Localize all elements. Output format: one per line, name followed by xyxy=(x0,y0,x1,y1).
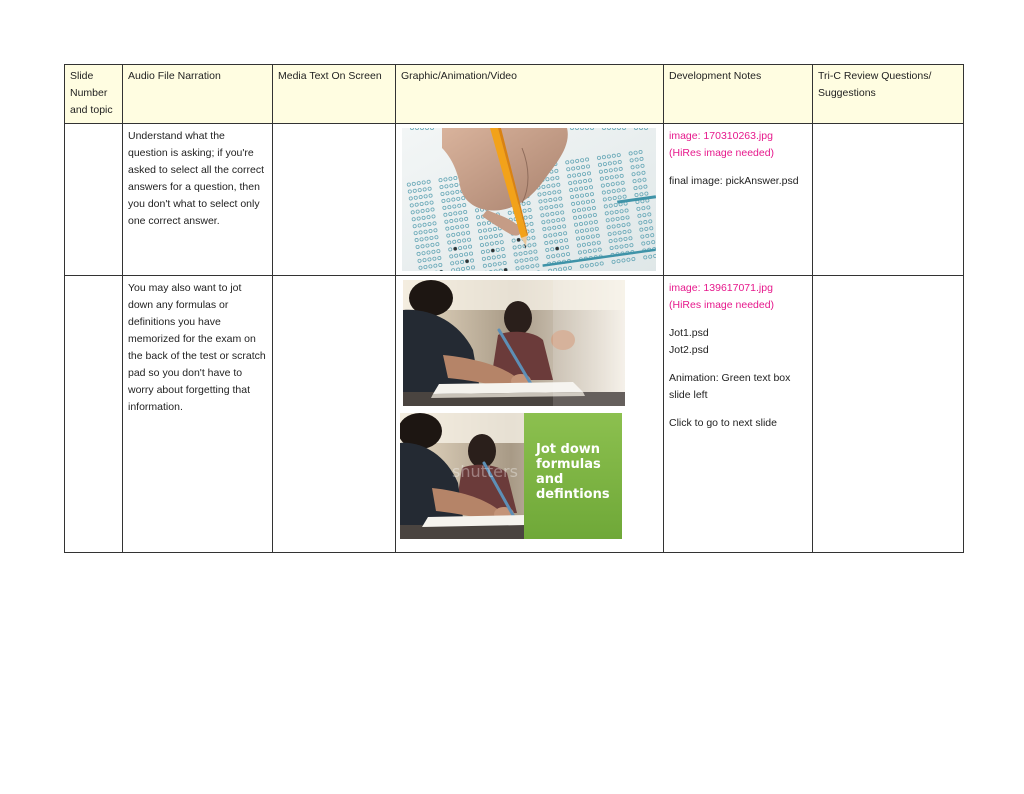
graphic-cell xyxy=(396,124,664,276)
student-writing-image xyxy=(403,280,625,406)
overlay-line-2: formulas xyxy=(536,457,601,472)
header-media-text: Media Text On Screen xyxy=(273,65,396,124)
psd-file-1: Jot1.psd xyxy=(669,327,709,339)
psd-file-2: Jot2.psd xyxy=(669,344,709,356)
header-review-questions: Tri-C Review Questions/ Suggestions xyxy=(813,65,964,124)
slide-cell xyxy=(65,276,123,553)
header-slide-number: Slide Number and topic xyxy=(65,65,123,124)
image-filename: image: 139617071.jpg xyxy=(669,282,773,294)
review-cell xyxy=(813,276,964,553)
hires-note: (HiRes image needed) xyxy=(669,299,775,311)
header-row xyxy=(65,65,964,124)
image-filename: image: 170310263.jpg xyxy=(669,130,773,142)
storyboard-table xyxy=(64,64,964,553)
navigation-note: Click to go to next slide xyxy=(669,417,777,429)
final-image-note: final image: pickAnswer.psd xyxy=(669,175,799,187)
graphic-cell xyxy=(396,276,664,553)
slide-cell xyxy=(65,124,123,276)
overlay-line-3: and xyxy=(536,472,564,487)
media-text-cell xyxy=(273,124,396,276)
overlay-line-1: Jot down xyxy=(536,442,601,457)
table-row xyxy=(65,124,964,276)
hires-note: (HiRes image needed) xyxy=(669,147,775,159)
overlay-line-4: defintions xyxy=(536,487,610,502)
answer-sheet-pencil-image xyxy=(402,128,656,271)
narration-cell: Understand what the question is asking; if you're asked to select all the correct answers for a question, then you don't what to select only one correct answer. xyxy=(123,124,273,276)
header-graphic: Graphic/Animation/Video xyxy=(396,65,664,124)
media-text-cell xyxy=(273,276,396,553)
dev-notes-cell xyxy=(664,276,813,553)
dev-notes-cell xyxy=(664,124,813,276)
animation-note: Animation: Green text box slide left xyxy=(669,372,791,401)
header-development-notes: Development Notes xyxy=(664,65,813,124)
narration-cell: You may also want to jot down any formulas or definitions you have memorized for the exam on the back of the test or scratch pad so you don't have to worry about forgetting that information. xyxy=(123,276,273,553)
table-row xyxy=(65,276,964,553)
watermark-text: shutters xyxy=(452,462,518,481)
review-cell xyxy=(813,124,964,276)
student-writing-overlay-image xyxy=(400,413,622,539)
header-audio-narration: Audio File Narration xyxy=(123,65,273,124)
